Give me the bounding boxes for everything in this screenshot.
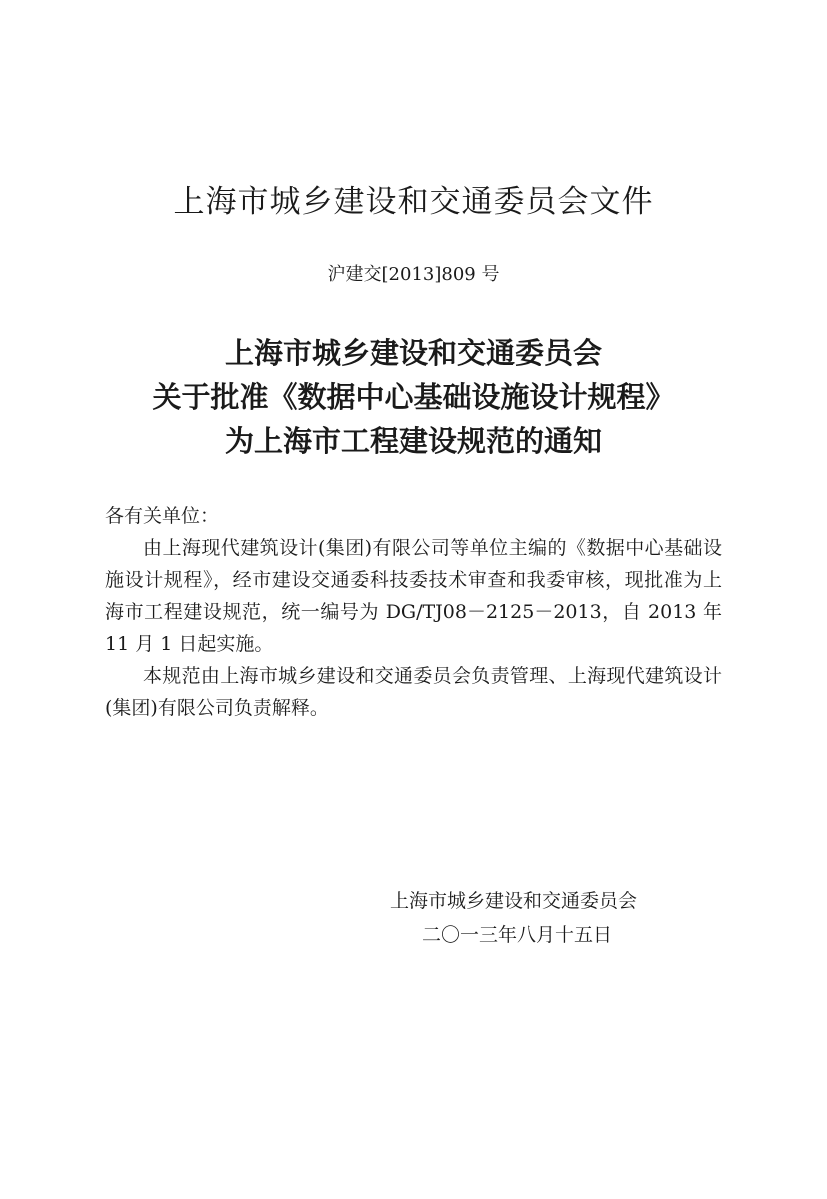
- notice-title-line-1: 上海市城乡建设和交通委员会: [224, 336, 602, 370]
- signature-date: 二〇一三年八月十五日: [422, 924, 613, 946]
- document-number: 沪建交[2013]809 号: [327, 264, 500, 285]
- signature-organization: 上海市城乡建设和交通委员会: [390, 890, 638, 912]
- notice-title: [0, 331, 827, 463]
- notice-title-line-2: 关于批准《数据中心基础设施设计规程》: [152, 380, 675, 414]
- signature-block: [390, 884, 680, 952]
- issuer-title: 上海市城乡建设和交通委员会文件: [173, 184, 654, 220]
- salutation: 各有关单位：: [105, 505, 220, 527]
- notice-body: [105, 500, 722, 724]
- body-paragraph-approval: 由上海现代建筑设计(集团)有限公司等单位主编的《数据中心基础设施设计规程》，经市建设交通委科技委技术审查和我委审核，现批准为上海市工程建设规范，统一编号为 DG/TJ08－2125－2013，自 2013 年 11 月 1 日起实施。: [105, 537, 722, 655]
- body-paragraph-responsibility: 本规范由上海市城乡建设和交通委员会负责管理、上海现代建筑设计(集团)有限公司负责解释。: [105, 665, 722, 719]
- notice-title-line-3: 为上海市工程建设规范的通知: [224, 424, 602, 458]
